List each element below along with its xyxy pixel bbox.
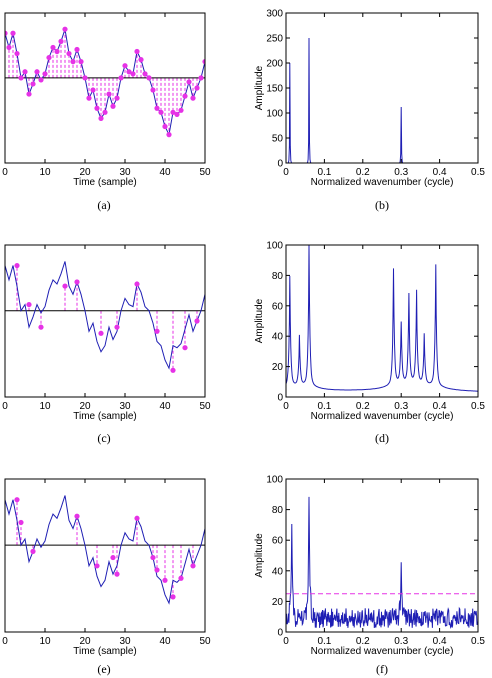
x-axis-label: Normalized wavenumber (cycle) xyxy=(310,177,454,188)
plot-frame xyxy=(5,245,205,397)
plot-frame xyxy=(286,245,478,397)
x-tick-label: 0 xyxy=(2,401,8,412)
y-tick-label: 80 xyxy=(271,505,283,517)
sample-point xyxy=(150,87,155,92)
sample-point xyxy=(42,71,47,76)
x-tick-label: 0 xyxy=(283,636,289,647)
signal-line xyxy=(5,29,205,134)
x-tick-label: 0.5 xyxy=(471,636,485,647)
x-tick-label: 40 xyxy=(159,401,171,412)
x-tick-label: 10 xyxy=(39,167,51,178)
panel-caption: (d) xyxy=(375,431,389,445)
sample-point xyxy=(22,69,27,74)
sample-point xyxy=(146,75,151,80)
panel-caption: (f) xyxy=(376,662,388,676)
sample-point xyxy=(170,594,175,599)
sample-point xyxy=(74,279,79,284)
y-tick-label: 300 xyxy=(266,8,283,20)
plot-area-e xyxy=(5,496,205,604)
sample-point xyxy=(162,124,167,129)
sample-point xyxy=(194,318,199,323)
sample-point xyxy=(62,283,67,288)
x-tick-label: 20 xyxy=(79,401,91,412)
sample-point xyxy=(130,71,135,76)
y-tick-label: 40 xyxy=(271,331,283,343)
panel-caption: (a) xyxy=(97,198,111,212)
y-tick-label: 40 xyxy=(271,566,283,578)
sample-point xyxy=(66,51,71,56)
sample-point xyxy=(18,520,23,525)
sample-point xyxy=(46,55,51,60)
x-tick-label: 20 xyxy=(79,167,91,178)
x-tick-label: 30 xyxy=(119,167,131,178)
sample-point xyxy=(162,578,167,583)
panel-a xyxy=(2,13,211,212)
sample-point xyxy=(170,368,175,373)
sample-point xyxy=(110,104,115,109)
panel-caption: (b) xyxy=(375,198,389,212)
x-tick-label: 0.5 xyxy=(471,401,485,412)
x-tick-label: 30 xyxy=(119,401,131,412)
spectrum-line xyxy=(286,38,478,163)
x-tick-label: 0.3 xyxy=(394,167,409,178)
sample-point xyxy=(174,112,179,117)
x-tick-label: 0 xyxy=(283,401,289,412)
plot-area-c xyxy=(5,261,205,372)
x-axis-label: Time (sample) xyxy=(73,646,137,657)
sample-point xyxy=(50,45,55,50)
plot-frame xyxy=(5,479,205,632)
sample-point xyxy=(154,106,159,111)
sample-point xyxy=(74,514,79,519)
plot-area-b xyxy=(286,38,478,163)
x-tick-label: 20 xyxy=(79,636,91,647)
sample-point xyxy=(70,59,75,64)
y-tick-label: 200 xyxy=(266,58,283,70)
sample-point xyxy=(62,27,67,32)
sample-point xyxy=(154,567,159,572)
signal-line xyxy=(5,261,205,368)
sample-point xyxy=(98,331,103,336)
sample-point xyxy=(54,49,59,54)
x-tick-label: 0.4 xyxy=(432,167,447,178)
sample-point xyxy=(178,576,183,581)
plot-frame xyxy=(286,479,478,632)
x-tick-label: 50 xyxy=(199,401,211,412)
sample-point xyxy=(94,106,99,111)
x-tick-label: 30 xyxy=(119,636,131,647)
sample-point xyxy=(154,329,159,334)
sample-point xyxy=(114,96,119,101)
x-tick-label: 0.3 xyxy=(394,401,409,412)
spectrum-line xyxy=(286,497,478,628)
sample-point xyxy=(38,77,43,82)
x-tick-label: 0.1 xyxy=(317,636,332,647)
plot-area-a xyxy=(2,27,207,138)
x-axis-label: Time (sample) xyxy=(73,177,137,188)
sample-point xyxy=(190,96,195,101)
y-tick-label: 50 xyxy=(271,133,283,145)
sample-point xyxy=(110,555,115,560)
sample-point xyxy=(78,59,83,64)
signal-line xyxy=(5,496,205,604)
y-tick-label: 60 xyxy=(271,301,283,313)
sample-point xyxy=(18,75,23,80)
sample-point xyxy=(98,116,103,121)
sample-point xyxy=(134,281,139,286)
sample-point xyxy=(194,85,199,90)
x-tick-label: 10 xyxy=(39,636,51,647)
sample-point xyxy=(106,91,111,96)
x-tick-label: 50 xyxy=(199,167,211,178)
sample-point xyxy=(178,108,183,113)
sample-point xyxy=(38,325,43,330)
x-tick-label: 0.1 xyxy=(317,167,332,178)
x-tick-label: 0.5 xyxy=(471,167,485,178)
sample-point xyxy=(30,549,35,554)
sample-point xyxy=(190,563,195,568)
sample-point xyxy=(142,71,147,76)
panel-caption: (c) xyxy=(97,431,111,445)
x-tick-label: 0 xyxy=(283,167,289,178)
sample-point xyxy=(34,69,39,74)
sample-point xyxy=(166,132,171,137)
y-tick-label: 0 xyxy=(277,392,283,404)
sample-point xyxy=(134,49,139,54)
sample-point xyxy=(118,75,123,80)
sample-point xyxy=(114,572,119,577)
x-axis-label: Time (sample) xyxy=(73,411,137,422)
x-tick-label: 10 xyxy=(39,401,51,412)
sample-point xyxy=(90,87,95,92)
sample-point xyxy=(6,45,11,50)
sample-point xyxy=(14,497,19,502)
y-tick-label: 100 xyxy=(266,474,283,486)
sample-point xyxy=(182,94,187,99)
spectrum-line xyxy=(286,243,478,391)
sample-point xyxy=(14,263,19,268)
x-tick-label: 0.3 xyxy=(394,636,409,647)
x-tick-label: 0.2 xyxy=(355,167,370,178)
x-tick-label: 0 xyxy=(2,167,8,178)
x-tick-label: 40 xyxy=(159,636,171,647)
y-tick-label: 0 xyxy=(277,627,283,639)
sample-point xyxy=(82,75,87,80)
sample-point xyxy=(186,79,191,84)
y-tick-label: 80 xyxy=(271,270,283,282)
sample-point xyxy=(30,81,35,86)
x-tick-label: 0.1 xyxy=(317,401,332,412)
y-tick-label: 100 xyxy=(266,240,283,252)
plot-area-f xyxy=(286,497,478,628)
x-tick-label: 0.4 xyxy=(432,401,447,412)
x-tick-label: 50 xyxy=(199,636,211,647)
sample-point xyxy=(122,63,127,68)
y-axis-label: Amplitude xyxy=(254,65,265,111)
x-tick-label: 40 xyxy=(159,167,171,178)
y-tick-label: 60 xyxy=(271,535,283,547)
sample-point xyxy=(114,325,119,330)
plot-area-d xyxy=(286,243,478,391)
panel-e xyxy=(2,479,211,676)
y-tick-label: 100 xyxy=(266,108,283,120)
sample-point xyxy=(74,47,79,52)
y-tick-label: 150 xyxy=(266,83,283,95)
sample-point xyxy=(14,51,19,56)
sample-point xyxy=(102,110,107,115)
sample-point xyxy=(94,563,99,568)
x-tick-label: 0 xyxy=(2,636,8,647)
x-axis-label: Normalized wavenumber (cycle) xyxy=(310,646,454,657)
panel-c xyxy=(2,245,211,445)
sample-point xyxy=(182,345,187,350)
y-axis-label: Amplitude xyxy=(254,533,265,578)
x-axis-label: Normalized wavenumber (cycle) xyxy=(310,411,454,422)
y-tick-label: 20 xyxy=(271,362,283,374)
sample-point xyxy=(134,516,139,521)
sample-point xyxy=(138,57,143,62)
x-tick-label: 0.4 xyxy=(432,636,447,647)
panel-b xyxy=(254,9,485,213)
y-tick-label: 20 xyxy=(271,596,283,608)
sample-point xyxy=(86,96,91,101)
plot-frame xyxy=(286,13,478,163)
sample-point xyxy=(158,110,163,115)
sample-point xyxy=(58,39,63,44)
sample-point xyxy=(198,75,203,80)
y-tick-label: 0 xyxy=(277,158,283,170)
sample-point xyxy=(150,555,155,560)
sample-point xyxy=(10,31,15,36)
sample-point xyxy=(26,91,31,96)
panel-f xyxy=(254,475,485,677)
sample-point xyxy=(26,302,31,307)
x-tick-label: 0.2 xyxy=(355,401,370,412)
x-tick-label: 0.2 xyxy=(355,636,370,647)
y-axis-label: Amplitude xyxy=(254,298,265,344)
panel-d xyxy=(254,241,485,446)
y-tick-label: 250 xyxy=(266,33,283,45)
panel-caption: (e) xyxy=(97,662,111,676)
